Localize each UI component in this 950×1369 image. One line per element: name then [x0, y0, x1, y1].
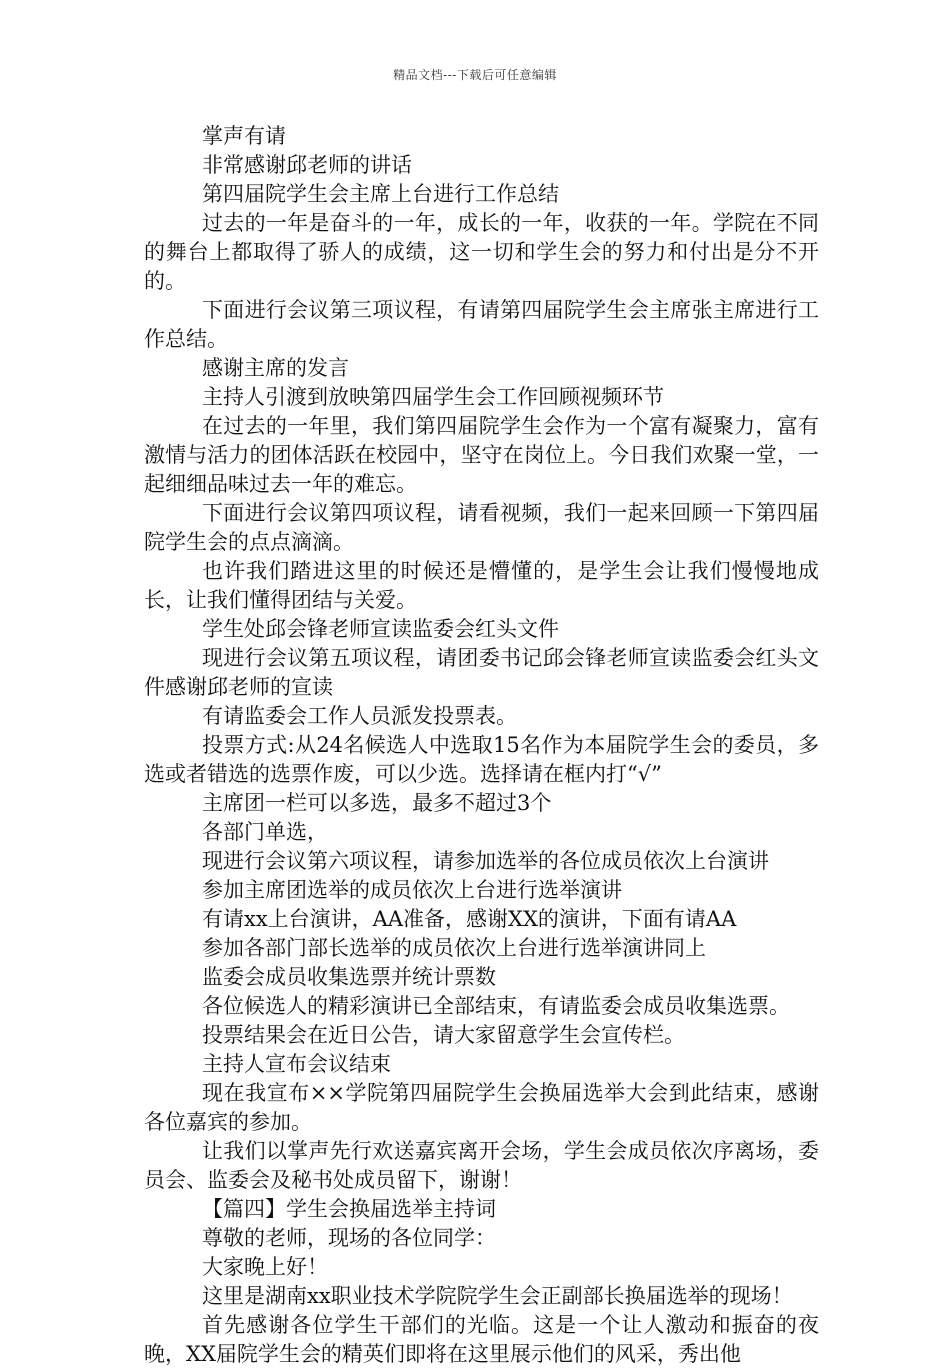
paragraph: 非常感谢邱老师的讲话: [202, 153, 412, 177]
paragraph: 下面进行会议第四项议程，请看视频，我们一起来回顾一下第四届院学生会的点点滴滴。: [144, 501, 819, 554]
paragraph: 主持人宣布会议结束: [202, 1052, 391, 1076]
paragraph: 现进行会议第六项议程，请参加选举的各位成员依次上台演讲: [202, 849, 769, 873]
paragraph: 掌声有请: [202, 124, 286, 148]
paragraph: 监委会成员收集选票并统计票数: [202, 965, 496, 989]
paragraph: 有请xx上台演讲，AA准备，感谢XX的演讲，下面有请AA: [202, 907, 737, 931]
paragraph: 尊敬的老师，现场的各位同学：: [202, 1226, 496, 1250]
paragraph: 各部门单选，: [202, 820, 328, 844]
paragraph: 主持人引渡到放映第四届学生会工作回顾视频环节: [202, 385, 664, 409]
paragraph: 让我们以掌声先行欢送嘉宾离开会场，学生会成员依次序离场，委员会、监委会及秘书处成员留下，谢谢！: [144, 1139, 819, 1192]
paragraph: 参加主席团选举的成员依次上台进行选举演讲: [202, 878, 622, 902]
paragraph: 第四届院学生会主席上台进行工作总结: [202, 182, 559, 206]
paragraph: 主席团一栏可以多选，最多不超过3个: [202, 791, 552, 815]
paragraph: 投票方式:从24名候选人中选取15名作为本届院学生会的委员，多选或者错选的选票作废，可以少选。选择请在框内打“√”: [144, 733, 819, 786]
paragraph: 投票结果会在近日公告，请大家留意学生会宣传栏。: [202, 1023, 685, 1047]
paragraph: 也许我们踏进这里的时候还是懵懂的，是学生会让我们慢慢地成长，让我们懂得团结与关爱。: [144, 559, 819, 612]
document-body: [144, 122, 819, 1369]
paragraph: 大家晚上好！: [202, 1255, 328, 1279]
paragraph: 过去的一年是奋斗的一年，成长的一年，收获的一年。学院在不同的舞台上都取得了骄人的成绩，这一切和学生会的努力和付出是分不开的。: [144, 211, 819, 293]
paragraph: 现进行会议第五项议程，请团委书记邱会锋老师宣读监委会红头文件感谢邱老师的宣读: [144, 646, 819, 699]
paragraph: 在过去的一年里，我们第四届院学生会作为一个富有凝聚力，富有激情与活力的团体活跃在校园中，坚守在岗位上。今日我们欢聚一堂，一起细细品味过去一年的难忘。: [144, 414, 819, 496]
paragraph: 学生处邱会锋老师宣读监委会红头文件: [202, 617, 559, 641]
paragraph: 这里是湖南xx职业技术学院院学生会正副部长换届选举的现场！: [202, 1284, 793, 1308]
paragraph: 有请监委会工作人员派发投票表。: [202, 704, 517, 728]
paragraph: 首先感谢各位学生干部们的光临。这是一个让人激动和振奋的夜晚，XX届院学生会的精英们即将在这里展示他们的风采，秀出他: [144, 1313, 819, 1366]
paragraph: 各位候选人的精彩演讲已全部结束，有请监委会成员收集选票。: [202, 994, 790, 1018]
page-header: 精品文档---下载后可任意编辑: [393, 68, 557, 82]
paragraph: 感谢主席的发言: [202, 356, 349, 380]
paragraph: 参加各部门部长选举的成员依次上台进行选举演讲同上: [202, 936, 706, 960]
paragraph: 下面进行会议第三项议程，有请第四届院学生会主席张主席进行工作总结。: [144, 298, 819, 351]
paragraph: 现在我宣布××学院第四届院学生会换届选举大会到此结束，感谢各位嘉宾的参加。: [144, 1081, 819, 1134]
section-heading: 【篇四】学生会换届选举主持词: [202, 1197, 496, 1221]
